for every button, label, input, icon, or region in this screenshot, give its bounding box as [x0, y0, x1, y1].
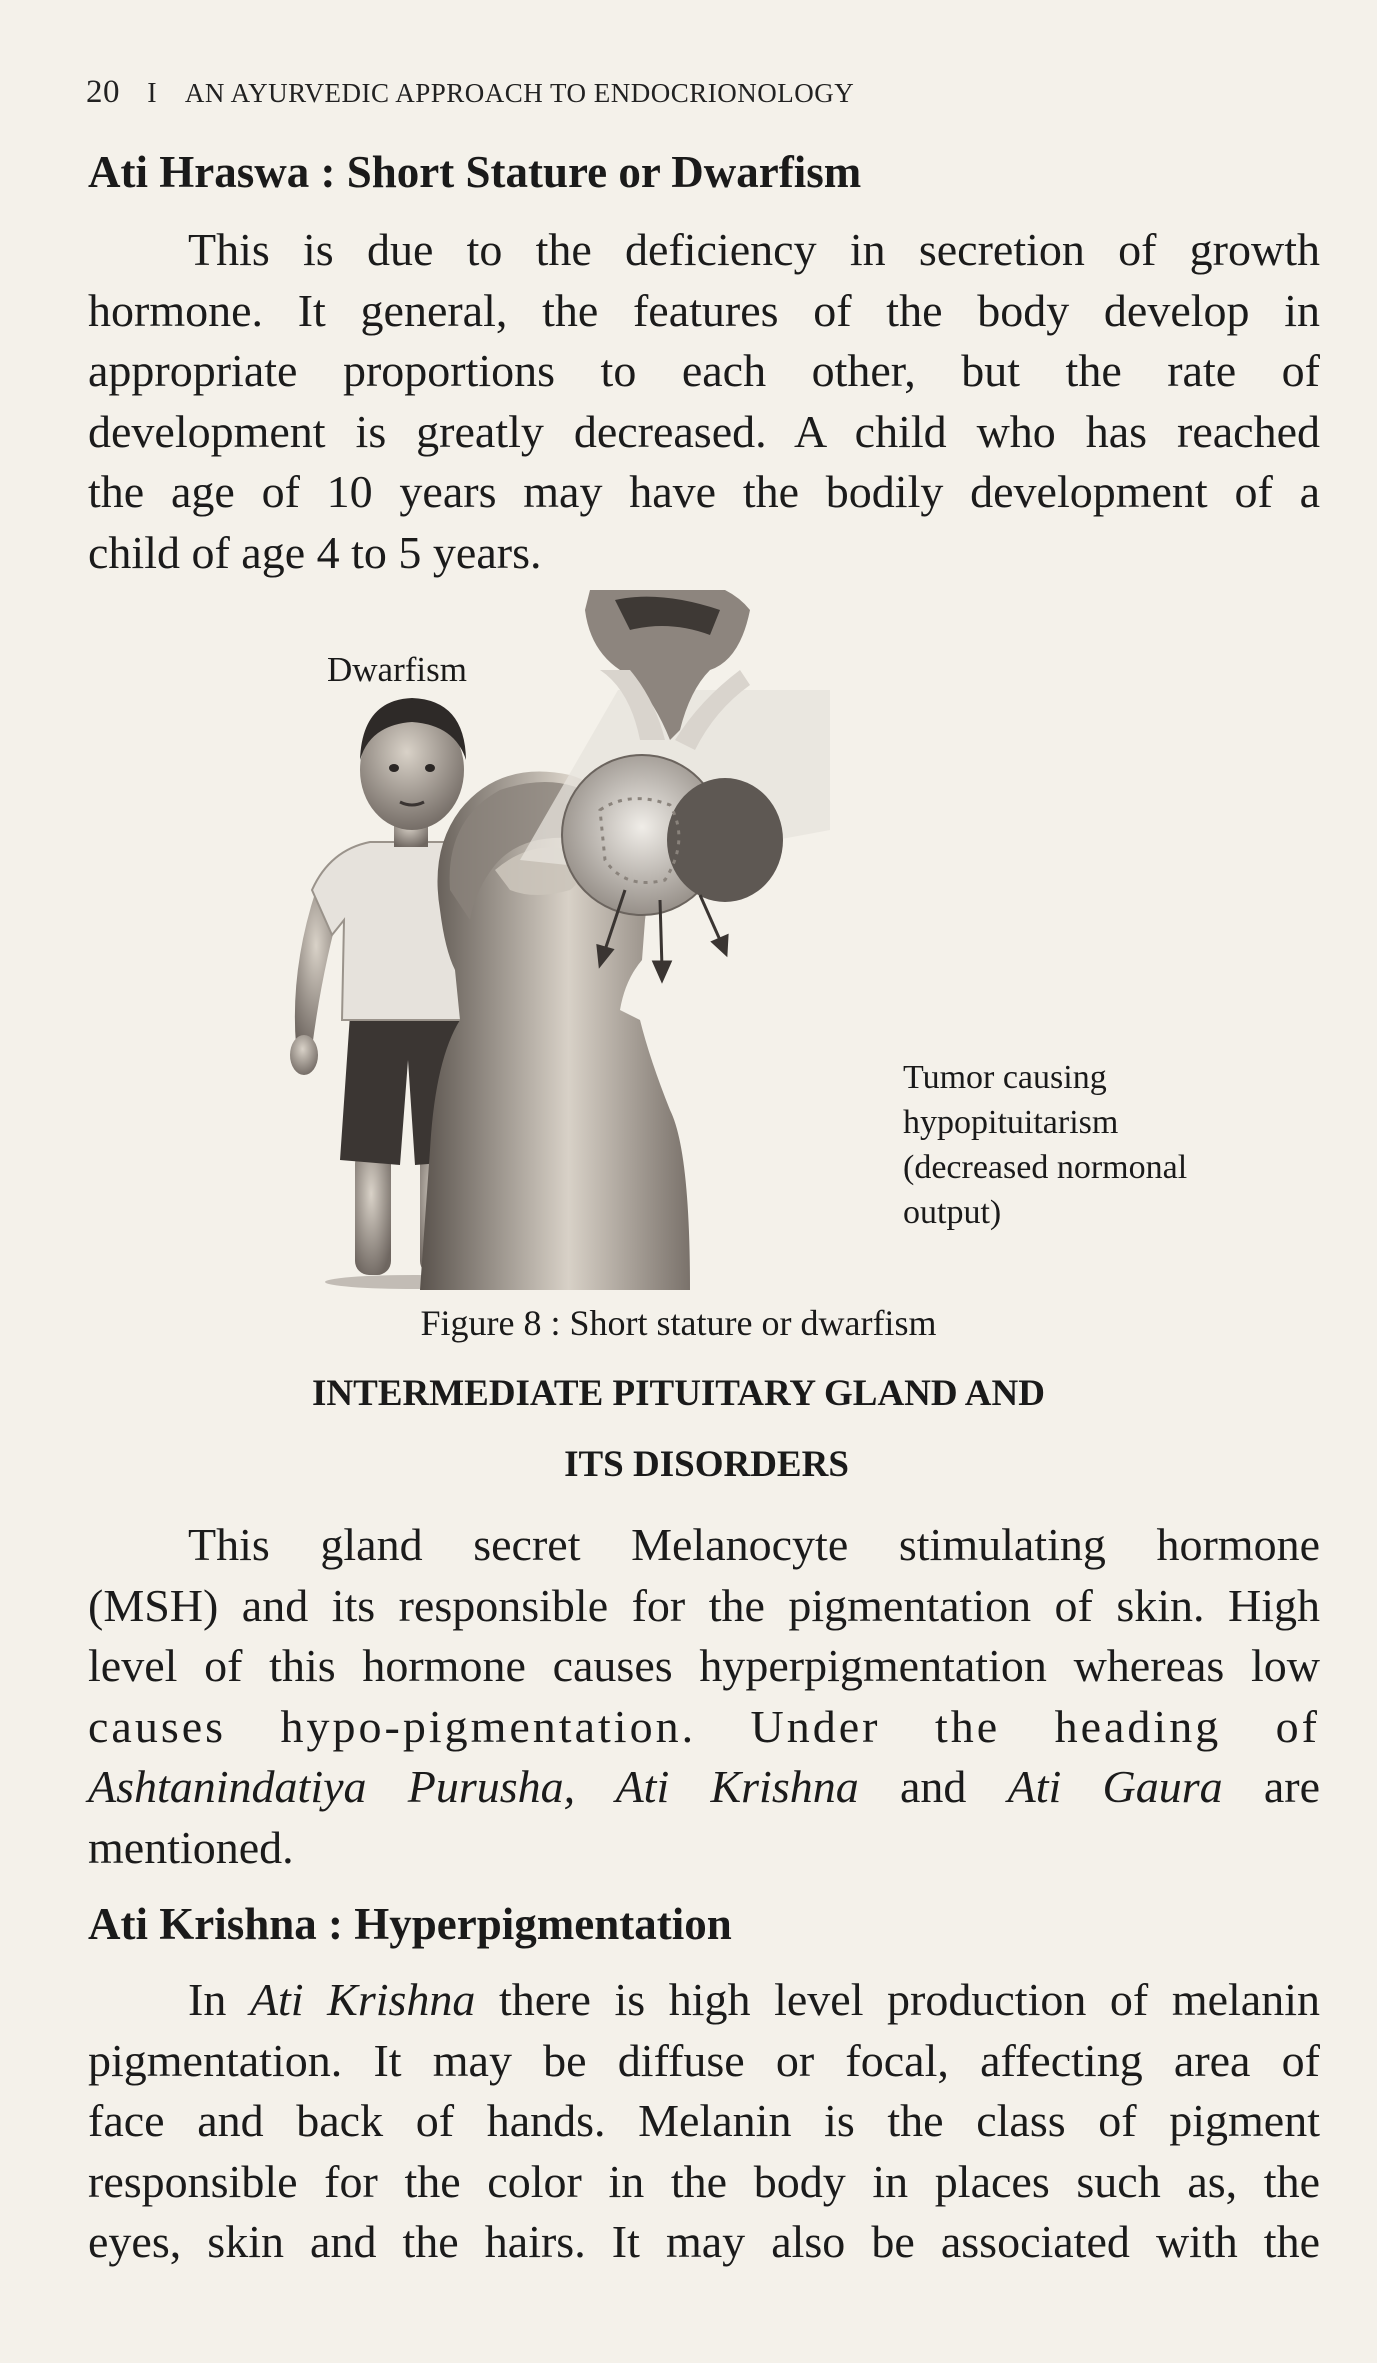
text-line: This is due to the deficiency in secretion of growth: [188, 224, 1320, 275]
section-heading-intermediate-pituitary-line1: INTERMEDIATE PITUITARY GLAND AND: [312, 1373, 1045, 1414]
text-run: there is high level production of melanin: [475, 1974, 1320, 2025]
text-line: hormone. It general, the features of the body develop in: [88, 284, 1320, 336]
header-separator: I: [147, 78, 158, 109]
label-line: hypopituitarism: [903, 1104, 1119, 1141]
text-run: and: [858, 1761, 1008, 1812]
text-line: child of age 4 to 5 years.: [88, 526, 542, 578]
text-line: level of this hormone causes hyperpigmentation whereas low: [88, 1640, 1320, 1691]
label-line: Tumor causing: [903, 1059, 1107, 1096]
text-run: are: [1222, 1761, 1320, 1812]
running-header: [86, 74, 854, 111]
text-run: In: [188, 1974, 250, 2025]
text-line: pigmentation. It may be diffuse or focal, affecting area of: [88, 2034, 1320, 2086]
italic-term: Ati Gaura: [1007, 1761, 1223, 1812]
text-line: development is greatly decreased. A child who has reached: [88, 405, 1320, 457]
text-line: eyes, skin and the hairs. It may also be associated with the: [88, 2216, 1320, 2267]
text-line: [88, 1970, 1320, 2031]
text-line: appropriate proportions to each other, but the rate of: [88, 345, 1320, 396]
italic-term: Ashtanindatiya Purusha, Ati Krishna: [88, 1761, 859, 1812]
text-line: the age of 10 years may have the bodily development of a: [88, 466, 1320, 517]
figure-caption: Figure 8 : Short stature or dwarfism: [420, 1303, 937, 1343]
italic-term: Ati Krishna: [249, 1974, 476, 2025]
text-line: mentioned.: [88, 1821, 294, 1873]
paragraph-hyperpigmentation: [88, 1970, 1320, 2273]
figure-label-tumor: [903, 1055, 1187, 1235]
text-line: face and back of hands. Melanin is the class of pigment: [88, 2095, 1320, 2146]
text-line: (MSH) and its responsible for the pigmentation of skin. High: [88, 1579, 1320, 1631]
page-number: 20: [86, 74, 120, 110]
text-line: causes hypo-pigmentation. Under the heading of: [88, 1700, 1320, 1752]
paragraph-msh: [88, 1515, 1320, 1878]
text-line: [88, 1757, 1320, 1818]
section-heading-ati-krishna: Ati Krishna : Hyperpigmentation: [88, 1899, 732, 1949]
label-line: output): [903, 1194, 1002, 1231]
section-heading-ati-hraswa: Ati Hraswa : Short Stature or Dwarfism: [88, 147, 862, 197]
paragraph-dwarfism: [88, 220, 1320, 583]
section-heading-intermediate-pituitary-line2: ITS DISORDERS: [564, 1444, 849, 1485]
book-title: AN AYURVEDIC APPROACH TO ENDOCRIONOLOGY: [184, 78, 855, 108]
text-line: responsible for the color in the body in places such as, the: [88, 2155, 1320, 2207]
label-line: (decreased normonal: [903, 1149, 1188, 1186]
text-line: This gland secret Melanocyte stimulating hormone: [188, 1519, 1320, 1570]
figure-label-dwarfism: Dwarfism: [327, 650, 467, 689]
